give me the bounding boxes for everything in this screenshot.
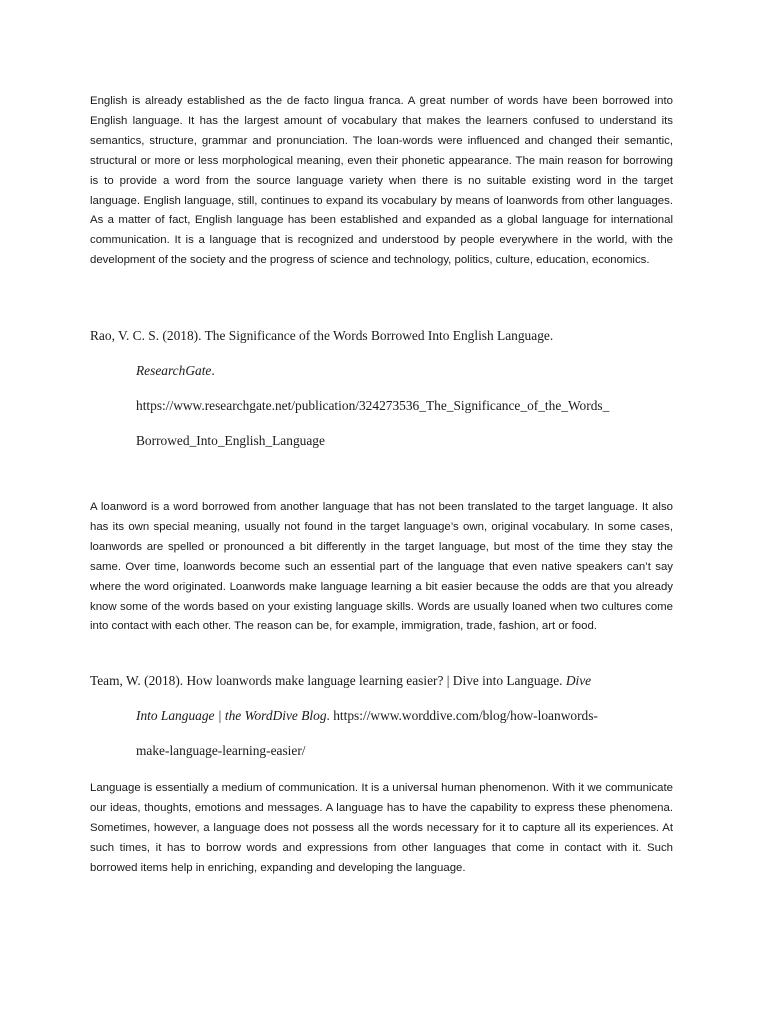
reference-team-2018 [90,663,680,768]
reference-rao-url-1[interactable]: https://www.researchgate.net/publication/324273536_The_Significance_of_the_Words_ [136,398,610,413]
reference-rao-source-punct: . [211,363,215,378]
reference-team-title: Team, W. (2018). How loanwords make language learning easier? | Dive into Language. [90,673,566,688]
reference-team-url-1[interactable]: . https://www.worddive.com/blog/how-loanwords- [326,708,598,723]
reference-team-url-2[interactable]: make-language-learning-easier/ [136,743,306,758]
paragraph-loanword-definition: A loanword is a word borrowed from another language that has not been translated to the target language. It also has its own special meaning, usually not found in the target language’s own, original vocabulary. In some cases, loanwords are spelled or pronounced a bit differently in the target language, but most of the time they stay the same. Over time, loanwords become such an essential part of the language that even native speakers can’t say where the word originated. Loanwords make language learning a bit easier because the odds are that you already know some of the words based on your existing language skills. Words are usually loaned when two cultures come into contact with each other. The reason can be, for example, immigration, trade, fashion, art or food. [90,501,673,633]
reference-team-line-2 [90,698,680,733]
reference-rao-source: ResearchGate [136,363,212,378]
reference-team-source-1: Dive [565,673,592,688]
reference-rao-url-2[interactable]: Borrowed_Into_English_Language [136,433,325,448]
paragraph-english-lingua-franca: English is already established as the de facto lingua franca. A great number of words have been borrowed into English language. It has the largest amount of vocabulary that makes the learners confused to understand its semantics, structure, grammar and pronunciation. The loan-words were influenced and changed their semantic, structural or more or less morphological meaning, even their phonetic appearance. The main reason for borrowing is to provide a word from the source language variety when there is no suitable existing word in the target language. English language, still, continues to expand its vocabulary by means of loanwords from other languages. As a matter of fact, English language has been established and expanded as a global language for international communication. It is a language that is recognized and understood by people everywhere in the world, with the development of the society and the progress of science and technology, politics, culture, education, economics. [90,95,673,267]
reference-team-line-1 [90,663,680,698]
reference-rao-line-2 [90,353,680,388]
reference-team-source-2: Into Language | the WordDive Blog [136,708,327,723]
reference-rao-line-1: Rao, V. C. S. (2018). The Significance of the Words Borrowed Into English Language. [90,328,554,343]
reference-rao-2018 [90,318,680,458]
paragraph-language-medium: Language is essentially a medium of communication. It is a universal human phenomenon. With it we communicate our ideas, thoughts, emotions and messages. A language has to have the capability to express these phenomena. Sometimes, however, a language does not possess all the words necessary for it to capture all its experiences. At such times, it has to borrow words and expressions from other languages that come in contact with it. Such borrowed items help in enriching, expanding and developing the language. [90,782,673,874]
